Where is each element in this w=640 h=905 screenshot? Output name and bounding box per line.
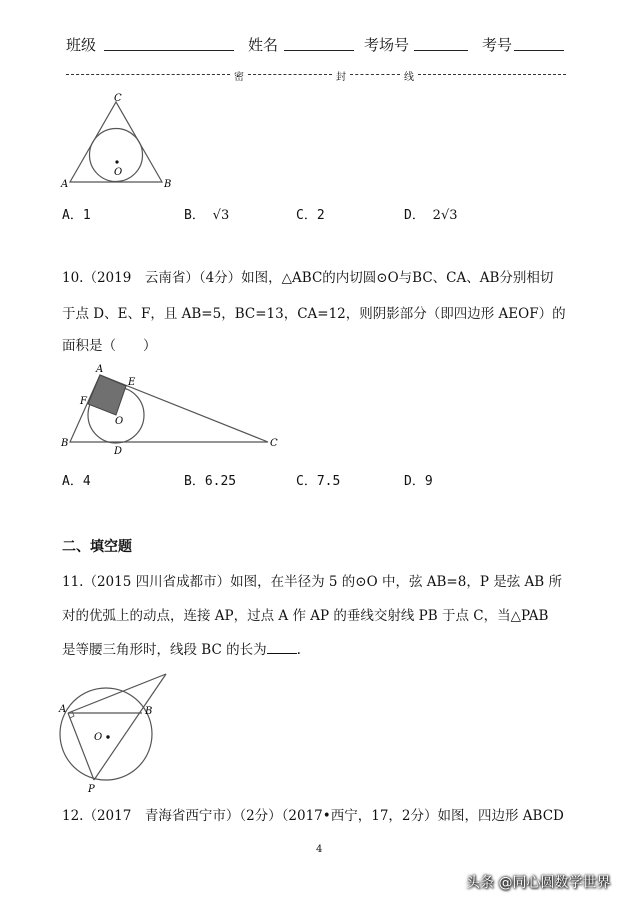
q9-label-o: O [114, 167, 123, 178]
seal-dash-1 [66, 74, 230, 75]
q10-figure [58, 360, 283, 460]
q10-option-d: D．9 [404, 474, 433, 489]
q9-options [62, 204, 542, 224]
q10-label-e: E [128, 377, 136, 388]
q10-options [62, 470, 542, 490]
q11-center-dot [106, 735, 109, 738]
q9-option-a: A．1 [62, 208, 91, 223]
seal-dash-4 [418, 74, 566, 75]
q10-option-b: B．6.25 [184, 474, 237, 489]
q9-option-b-value: √3 [212, 208, 230, 223]
q10-line-1: 10.（2019 云南省）（4分）如图，△ABC的内切圆⊙O与BC、CA、AB分别相切 [62, 270, 554, 286]
q11-label-o: O [94, 732, 103, 743]
q9-label-b: B [164, 179, 172, 190]
q11-label-b: B [145, 706, 153, 717]
q11-ray-pbc [94, 674, 166, 780]
q10-label-d: D [114, 446, 123, 457]
q10-label-f: F [80, 396, 87, 407]
q11-label-a: A [59, 704, 67, 715]
seal-char-3: 线 [404, 72, 414, 83]
q9-option-d-letter: D． [404, 208, 425, 223]
q10-shaded-quad [88, 375, 126, 415]
q11-segment-ap [68, 713, 94, 780]
exam-header [66, 30, 586, 56]
q9-label-c: C [114, 93, 122, 104]
seal-dash-3 [350, 74, 400, 75]
q9-option-d-radical: √3 [440, 208, 458, 223]
q11-line-3-text: 是等腰三角形时，线段 BC 的长为 [62, 642, 267, 658]
q11-answer-blank [267, 641, 297, 654]
q10-label-c: C [270, 438, 278, 449]
q11-label-p: P [88, 784, 95, 795]
q11-figure [56, 670, 181, 795]
room-label: 考场号 [364, 36, 410, 54]
q10-line-2: 于点 D、E、F，且 AB=5，BC=13，CA=12，则阴影部分（即四边形 AEOF）的 [62, 306, 566, 322]
q10-option-a: A．4 [62, 474, 91, 489]
class-blank [104, 36, 234, 51]
id-blank [514, 36, 564, 51]
q11-line-3-end: . [296, 642, 301, 658]
page-number: 4 [316, 844, 323, 855]
class-label: 班级 [66, 36, 97, 54]
q10-label-a: A [96, 364, 104, 375]
name-blank [284, 36, 354, 51]
q11-line-1: 11.（2015 四川省成都市）如图，在半径为 5 的⊙O 中，弦 AB=8，P 是弦 AB 所 [62, 574, 562, 590]
q9-option-b [184, 204, 229, 223]
seal-char-2: 封 [336, 72, 346, 83]
q9-figure [58, 90, 188, 195]
q11-line-2: 对的优弧上的动点，连接 AP，过点 A 作 AP 的垂线交射线 PB 于点 C，当△PAB [62, 608, 549, 624]
q9-option-c: C．2 [296, 208, 325, 223]
q10-line-3: 面积是（ ） [62, 338, 157, 354]
seal-dash-2 [248, 74, 332, 75]
q10-option-c: C．7.5 [296, 474, 341, 489]
q9-label-a: A [61, 179, 69, 190]
watermark: 头条 @同心圆数学世界 [466, 875, 611, 891]
q12-line-1: 12.（2017 青海省西宁市）（2分）（2017•西宁，17，2分）如图，四边形 ABCD [62, 808, 564, 824]
q11-line-3 [62, 638, 301, 658]
q9-option-d-coef: 2 [432, 208, 441, 223]
seal-line [66, 68, 566, 82]
q11-circle [60, 688, 152, 780]
q9-option-d [404, 204, 458, 223]
id-label: 考号 [482, 36, 513, 54]
q10-label-b: B [61, 438, 69, 449]
q9-center-dot [115, 160, 118, 163]
room-blank [414, 36, 468, 51]
section-title: 二、填空题 [62, 539, 132, 555]
name-label: 姓名 [248, 36, 279, 54]
seal-char-1: 密 [234, 72, 244, 83]
q10-label-o: O [115, 416, 124, 427]
q9-option-b-letter: B． [184, 208, 205, 223]
